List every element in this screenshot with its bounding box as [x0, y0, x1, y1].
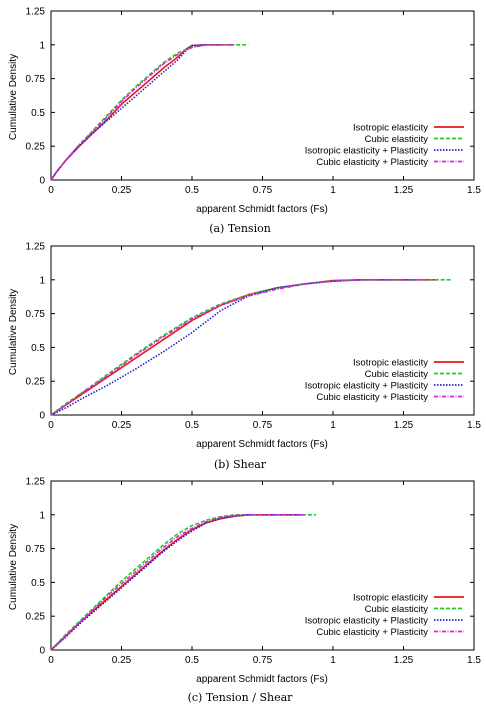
x-axis-label: apparent Schmidt factors (Fs) — [196, 439, 328, 450]
x-axis-label: apparent Schmidt factors (Fs) — [196, 204, 328, 215]
y-tick-label: 0.75 — [25, 544, 45, 556]
legend-entry: Isotropic elasticity — [353, 357, 428, 369]
series-line-cubic-elasticity-plasticity — [51, 45, 234, 180]
x-tick-label: 1.25 — [393, 185, 414, 196]
legend-entry: Isotropic elasticity + Plasticity — [304, 145, 428, 157]
y-tick-label: 1 — [39, 510, 45, 522]
x-tick-label: 0 — [48, 655, 54, 666]
x-tick-label: 0.75 — [252, 185, 273, 196]
series-line-cubic-elasticity-plasticity — [51, 515, 305, 650]
y-tick-label: 0.75 — [25, 309, 45, 321]
x-tick-label: 0.5 — [185, 420, 199, 431]
series-line-isotropic-elasticity — [51, 515, 305, 650]
x-axis-label: apparent Schmidt factors (Fs) — [196, 674, 328, 685]
y-axis-label: Cumulative Density — [8, 288, 19, 376]
y-tick-label: 1.25 — [25, 476, 45, 488]
x-tick-label: 1 — [330, 655, 336, 666]
legend-entry: Isotropic elasticity + Plasticity — [304, 615, 428, 627]
y-tick-label: 0.25 — [25, 141, 45, 153]
x-tick-label: 1.5 — [467, 185, 481, 196]
series-line-isotropic-elasticity — [51, 45, 234, 180]
y-tick-label: 0.5 — [31, 107, 45, 119]
x-tick-label: 0.25 — [111, 655, 132, 666]
y-axis-label: Cumulative Density — [8, 523, 19, 611]
x-tick-label: 0.75 — [252, 420, 273, 431]
y-tick-label: 0 — [39, 645, 45, 657]
x-tick-label: 0 — [48, 420, 54, 431]
x-tick-label: 0.5 — [185, 185, 199, 196]
legend-entry: Cubic elasticity + Plasticity — [316, 157, 428, 168]
x-tick-label: 1 — [330, 420, 336, 431]
y-tick-label: 0.25 — [25, 376, 45, 388]
chart-panel-a — [8, 7, 481, 236]
x-tick-label: 0.25 — [111, 185, 132, 196]
chart-panel-b — [8, 242, 481, 472]
y-tick-label: 1 — [39, 40, 45, 52]
y-tick-label: 1.25 — [25, 6, 45, 18]
x-tick-label: 0.75 — [252, 655, 273, 666]
x-tick-label: 0.25 — [111, 420, 132, 431]
x-tick-label: 0.5 — [185, 655, 199, 666]
chart-caption: (a) Tension — [209, 222, 271, 235]
series-line-isotropic-elasticity-plasticity — [51, 45, 220, 180]
y-tick-label: 0.75 — [25, 74, 45, 86]
chart-panel-c — [8, 477, 481, 705]
x-tick-label: 1.25 — [393, 420, 414, 431]
x-tick-label: 1 — [330, 185, 336, 196]
y-axis-label: Cumulative Density — [8, 53, 19, 141]
y-tick-label: 0.5 — [31, 342, 45, 354]
legend-entry: Isotropic elasticity — [353, 122, 428, 134]
chart-caption: (b) Shear — [213, 458, 267, 471]
legend-entry: Cubic elasticity + Plasticity — [316, 627, 428, 638]
legend-entry: Cubic elasticity — [364, 369, 428, 380]
y-tick-label: 0 — [39, 410, 45, 422]
legend-entry: Isotropic elasticity + Plasticity — [304, 380, 428, 392]
legend-entry: Cubic elasticity — [364, 134, 428, 145]
legend-entry: Cubic elasticity — [364, 604, 428, 615]
y-tick-label: 0.25 — [25, 611, 45, 623]
y-tick-label: 0 — [39, 175, 45, 187]
x-tick-label: 0 — [48, 185, 54, 196]
series-line-cubic-elasticity — [51, 45, 248, 180]
y-tick-label: 0.5 — [31, 577, 45, 589]
legend-entry: Isotropic elasticity — [353, 592, 428, 604]
y-tick-label: 1 — [39, 275, 45, 287]
chart-caption: (c) Tension / Shear — [187, 691, 293, 704]
x-tick-label: 1.5 — [467, 655, 481, 666]
legend-entry: Cubic elasticity + Plasticity — [316, 392, 428, 403]
x-tick-label: 1.5 — [467, 420, 481, 431]
x-tick-label: 1.25 — [393, 655, 414, 666]
y-tick-label: 1.25 — [25, 241, 45, 253]
